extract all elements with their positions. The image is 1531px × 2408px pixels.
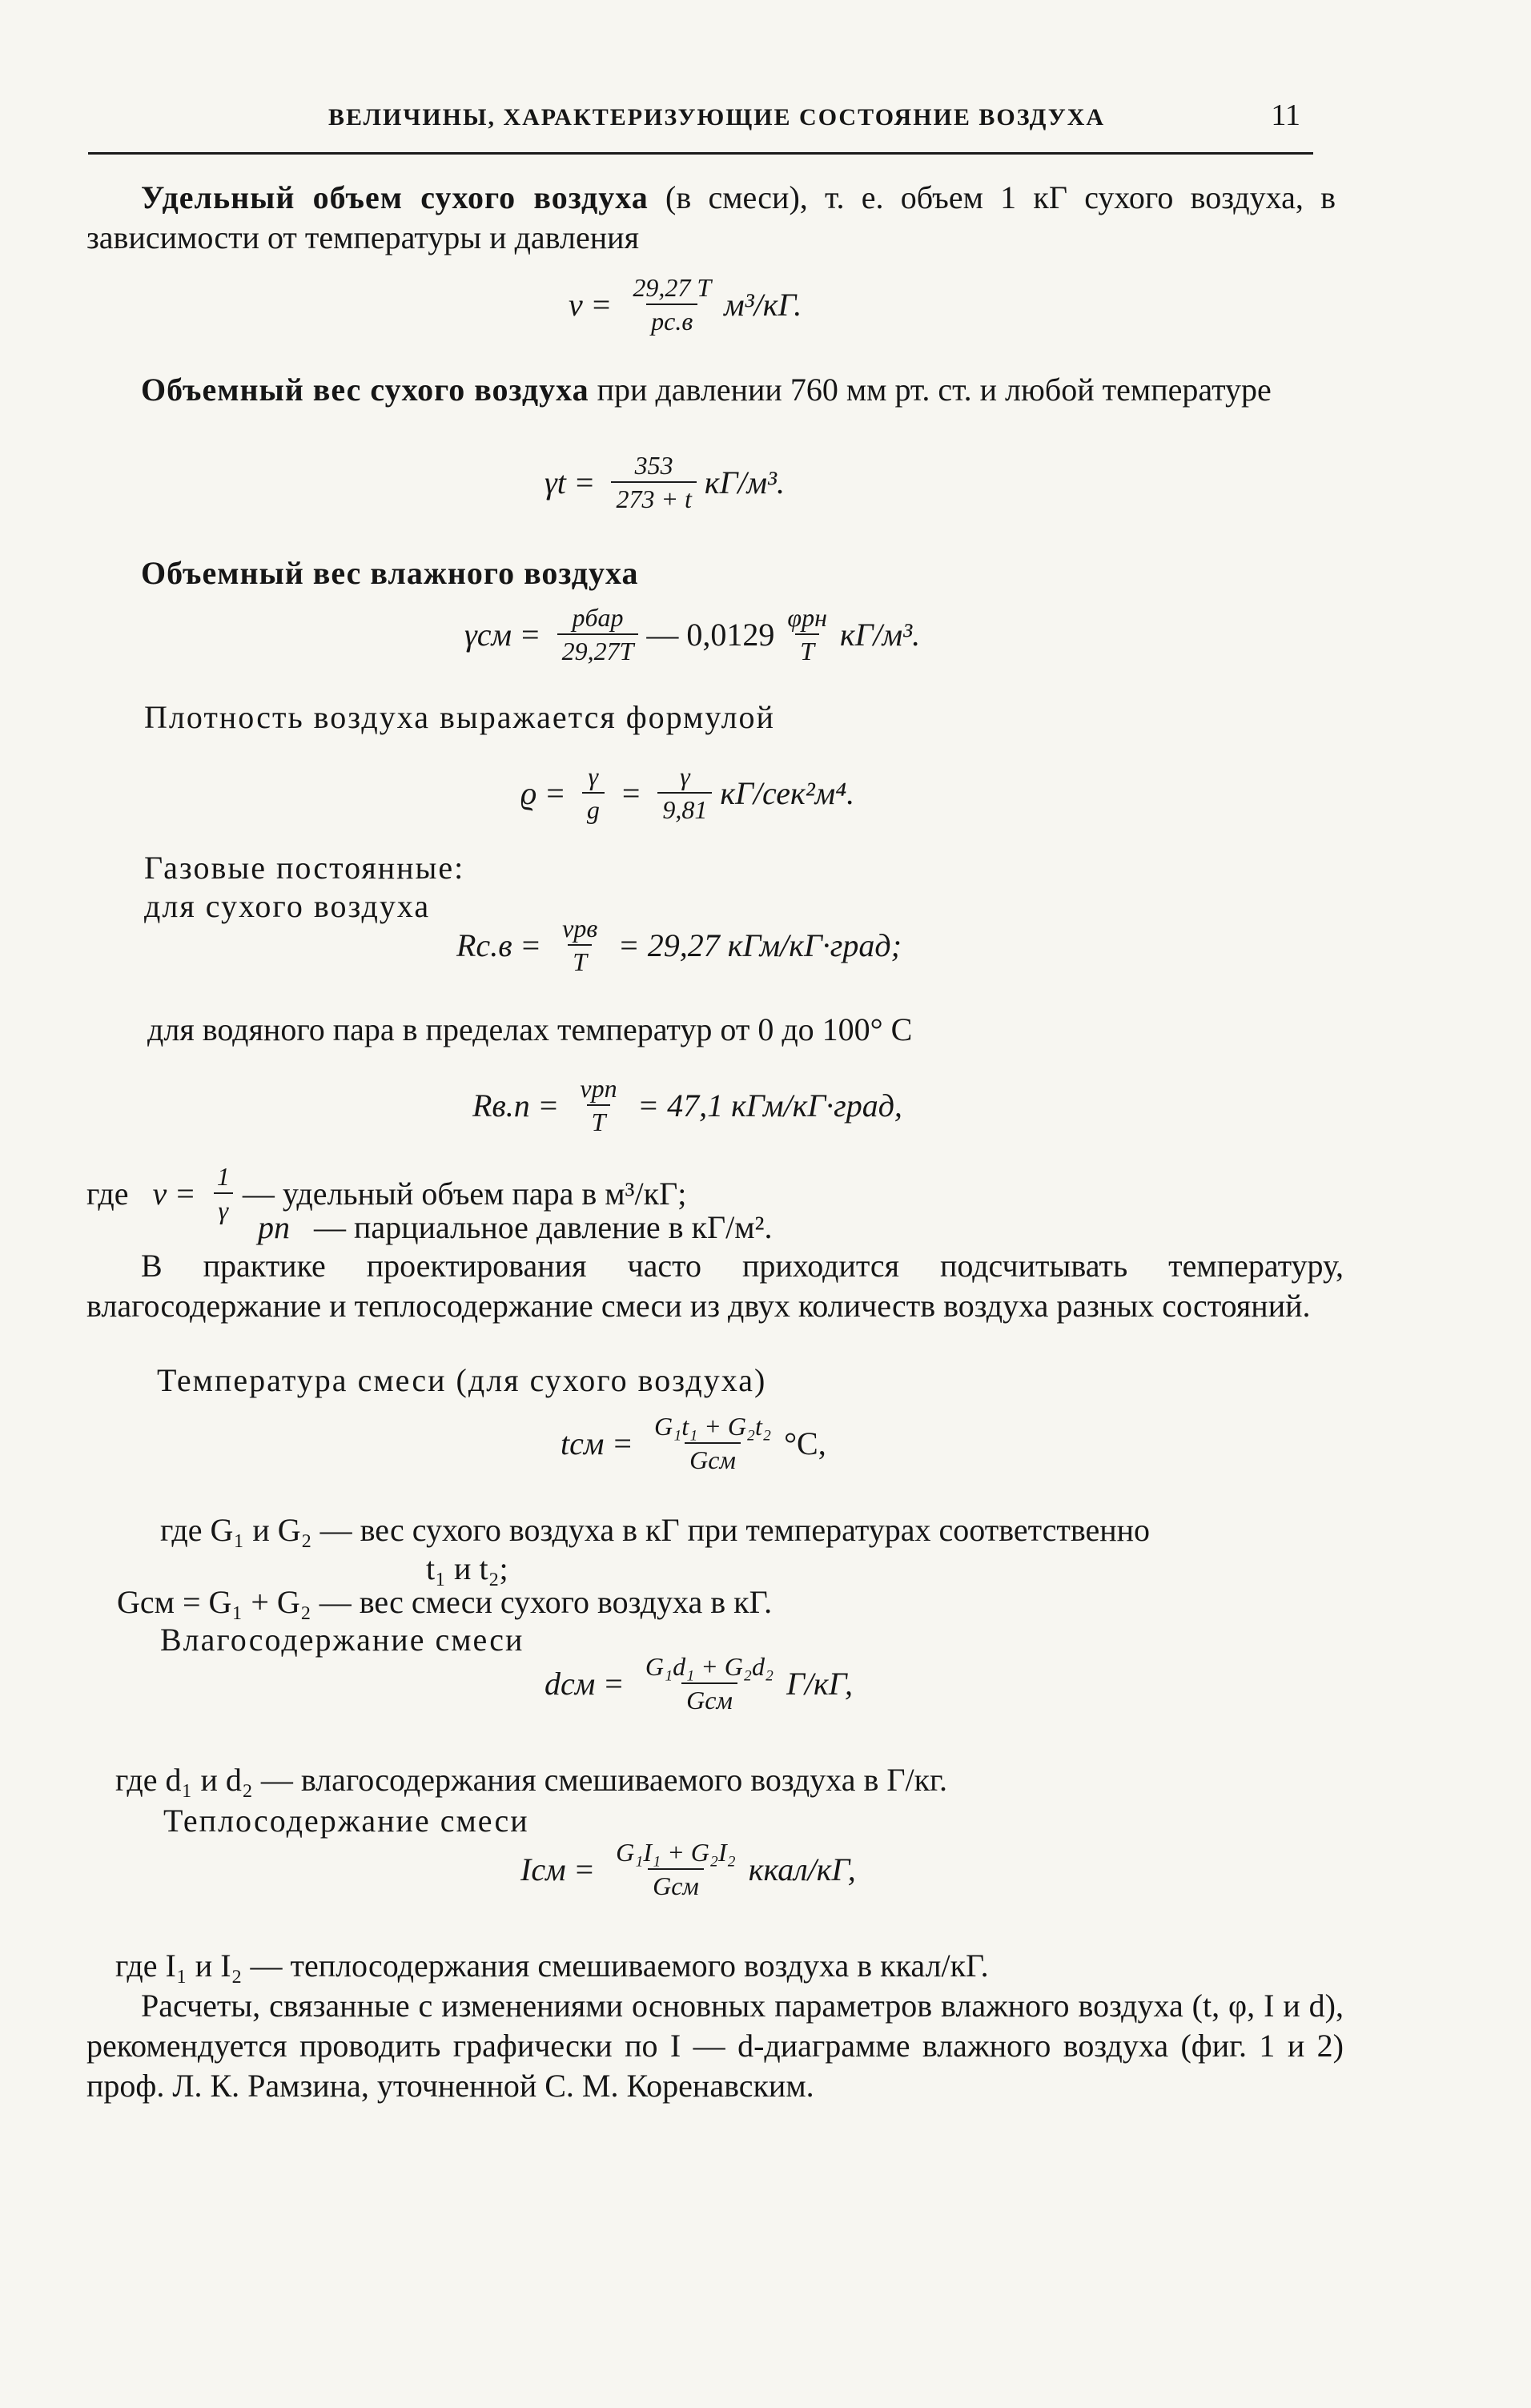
formula-lhs: Iсм	[520, 1851, 566, 1887]
density-text: Плотность воздуха выражается формулой	[144, 699, 775, 735]
where-prefix: где	[86, 1175, 129, 1212]
fraction-numerator: φpн	[787, 603, 827, 632]
formula-unit: ккал/кГ,	[748, 1851, 856, 1887]
fraction-denominator: 273 + t	[611, 481, 696, 515]
paragraph-practice: В практике проектирования часто приходится подсчитывать температуру, влагосодержание и теплосодержание смеси из двух количеств воздуха разных состояний.	[86, 1248, 1344, 1324]
formula-rhs: 47,1 кГм/кГ·град,	[667, 1087, 902, 1124]
formula-fraction	[575, 1072, 621, 1138]
formula-fraction-1	[582, 760, 605, 826]
humid-weight-lead: Объемный вес влажного воздуха	[141, 555, 639, 591]
formula-fraction	[557, 912, 602, 978]
formula-mix-heat: Iсм = $\frac{\text{G₁I₁ + G₂I₂}}{\text{Gсм}}$ ккал/кГ,	[520, 1838, 856, 1900]
formula-unit: кГ/сек²м⁴.	[720, 774, 855, 811]
dry-weight-lead: Объемный вес сухого воздуха	[141, 372, 589, 408]
paragraph-specific-volume	[86, 178, 1336, 258]
running-title: ВЕЛИЧИНЫ, ХАРАКТЕРИЗУЮЩИЕ СОСТОЯНИЕ ВОЗДУХА	[328, 104, 1106, 131]
fraction-denominator: Gсм	[648, 1868, 704, 1902]
formula-unit: °С,	[784, 1425, 826, 1461]
where-temperatures: t₁ и t₂;	[426, 1550, 508, 1586]
formula-mix-moisture: dсм = $\frac{\text{G₁d₁ + G₂d₂}}{\text{Gсм}}$ Г/кГ,	[544, 1652, 853, 1715]
specific-volume-lead: Удельный объем сухого воздуха	[141, 179, 649, 215]
page-header	[88, 90, 1313, 155]
where-description: — парциальное давление в кГ/м².	[314, 1209, 773, 1245]
formula-unit: кГ/м³.	[704, 464, 786, 500]
formula-mix-temperature: tсм = $\frac{\text{G₁t₁ + G₂t₂}}{\text{Gсм}}$ °С,	[561, 1412, 826, 1474]
formula-humid-weight: γсм = $\frac{\text{pбар}}{29,27T}$ — 0,0129 $\frac{\text{φpн}}{T}$ кГ/м³.	[464, 603, 921, 665]
formula-lhs: Rс.в	[456, 927, 512, 963]
fraction-denominator: 29,27T	[557, 633, 639, 667]
fraction-numerator: vpв	[562, 914, 598, 943]
where-symbol: v	[152, 1175, 167, 1212]
mix-temperature-label: Температура смеси (для сухого воздуха)	[157, 1362, 767, 1398]
dry-air-label: для сухого воздуха	[144, 888, 431, 924]
fraction-denominator: 9,81	[657, 792, 712, 826]
fraction-numerator: γ	[588, 762, 599, 790]
vapor-label: для водяного пара в пределах температур от 0 до 100° С	[147, 1011, 913, 1047]
fraction-denominator: γ	[214, 1192, 234, 1226]
formula-fraction	[611, 1836, 741, 1902]
where-mix-total-weight: Gсм = G₁ + G₂ — вес смеси сухого воздуха в кГ.	[117, 1584, 773, 1620]
formula-fraction	[611, 449, 696, 515]
fraction-numerator: G₁d₁ + G₂d₂	[645, 1652, 774, 1681]
fraction-denominator: Gсм	[681, 1682, 737, 1716]
formula-dry-weight: γt = $\frac{353}{273 + t}$ кГ/м³.	[544, 451, 786, 513]
formula-lhs: tсм	[561, 1425, 605, 1461]
where-description: — удельный объем пара в м³/кГ;	[242, 1175, 687, 1212]
formula-lhs: γсм	[464, 616, 512, 653]
formula-rhs: 29,27 кГм/кГ·град;	[647, 927, 902, 963]
fraction-numerator: vpп	[580, 1074, 617, 1103]
formula-fraction	[212, 1160, 235, 1226]
dry-weight-text: при давлении 760 мм рт. ст. и любой температуре	[589, 372, 1272, 408]
fraction-denominator: T	[568, 944, 592, 978]
formula-lhs: v	[569, 286, 583, 323]
formula-fraction-1	[557, 601, 639, 667]
page-number: 11	[1271, 98, 1300, 132]
formula-middle-term: — 0,0129	[646, 616, 775, 653]
gas-constants-title: Газовые постоянные:	[144, 850, 465, 886]
where-heat: где I₁ и I₂ — теплосодержания смешиваемого воздуха в ккал/кГ.	[115, 1948, 989, 1984]
formula-gas-constant-dry: Rс.в = $\frac{\text{vpв}}{T}$ = 29,27 кГм/кГ·град;	[456, 914, 902, 976]
fraction-denominator: Gсм	[685, 1442, 741, 1476]
fraction-numerator: G₁t₁ + G₂t₂	[653, 1412, 772, 1441]
where-partial-pressure	[258, 1208, 773, 1248]
paragraph-dry-weight	[86, 370, 1336, 410]
where-specific-volume: где v = $\frac{1}{\gamma}$ — удельный объем пара в м³/кГ;	[86, 1162, 687, 1224]
where-mix-weights: где G₁ и G₂ — вес сухого воздуха в кГ при температурах соответственно	[160, 1512, 1151, 1548]
formula-unit: Г/кГ,	[786, 1665, 853, 1702]
formula-lhs: γt	[544, 464, 566, 500]
where-symbol: pп	[258, 1209, 290, 1245]
fraction-denominator: pс.в	[646, 304, 697, 337]
fraction-numerator: 353	[634, 451, 673, 480]
formula-unit: кГ/м³.	[839, 616, 921, 653]
formula-lhs: ϱ	[520, 774, 537, 811]
formula-fraction	[649, 1410, 776, 1476]
formula-fraction	[641, 1650, 778, 1716]
fraction-denominator: T	[795, 633, 819, 667]
mix-heat-label: Теплосодержание смеси	[163, 1803, 529, 1839]
formula-lhs: Rв.п	[472, 1087, 530, 1124]
fraction-numerator: 29,27 T	[633, 273, 712, 302]
fraction-numerator: 1	[216, 1162, 230, 1191]
fraction-denominator: T	[587, 1104, 611, 1138]
formula-fraction-2	[657, 760, 712, 826]
paragraph-final: Расчеты, связанные с изменениями основных параметров влажного воздуха (t, φ, I и d), рекомендуется проводить графически по I — d-диаграмме влажного воздуха (фиг. 1 и 2) проф. Л. К. Рамзина, уточненной С. М. Коренавским.	[86, 1988, 1344, 2104]
formula-lhs: dсм	[544, 1665, 596, 1702]
fraction-numerator: G₁I₁ + G₂I₂	[616, 1838, 736, 1867]
formula-specific-volume: v = $\frac{29,27 T}{pс.в}$ м³/кГ.	[569, 273, 802, 336]
formula-gas-constant-vapor: Rв.п = $\frac{\text{vpп}}{T}$ = 47,1 кГм/кГ·град,	[472, 1074, 902, 1136]
where-moisture: где d₁ и d₂ — влагосодержания смешиваемого воздуха в Г/кг.	[115, 1762, 947, 1798]
fraction-denominator: g	[582, 792, 605, 826]
formula-fraction	[628, 271, 716, 337]
specific-volume-text: (в смеси), т. е. объем 1 кГ сухого воздуха, в зависимости от температуры и давления	[86, 179, 1336, 255]
formula-fraction-2	[782, 601, 832, 667]
fraction-numerator: pбар	[572, 603, 624, 632]
mix-moisture-label: Влагосодержание смеси	[160, 1622, 524, 1658]
formula-unit: м³/кГ.	[724, 286, 802, 323]
formula-density: ϱ = $\frac{\gamma}{g}$ = $\frac{\gamma}{9,81}$ кГ/сек²м⁴.	[520, 762, 855, 824]
fraction-numerator: γ	[680, 762, 690, 790]
